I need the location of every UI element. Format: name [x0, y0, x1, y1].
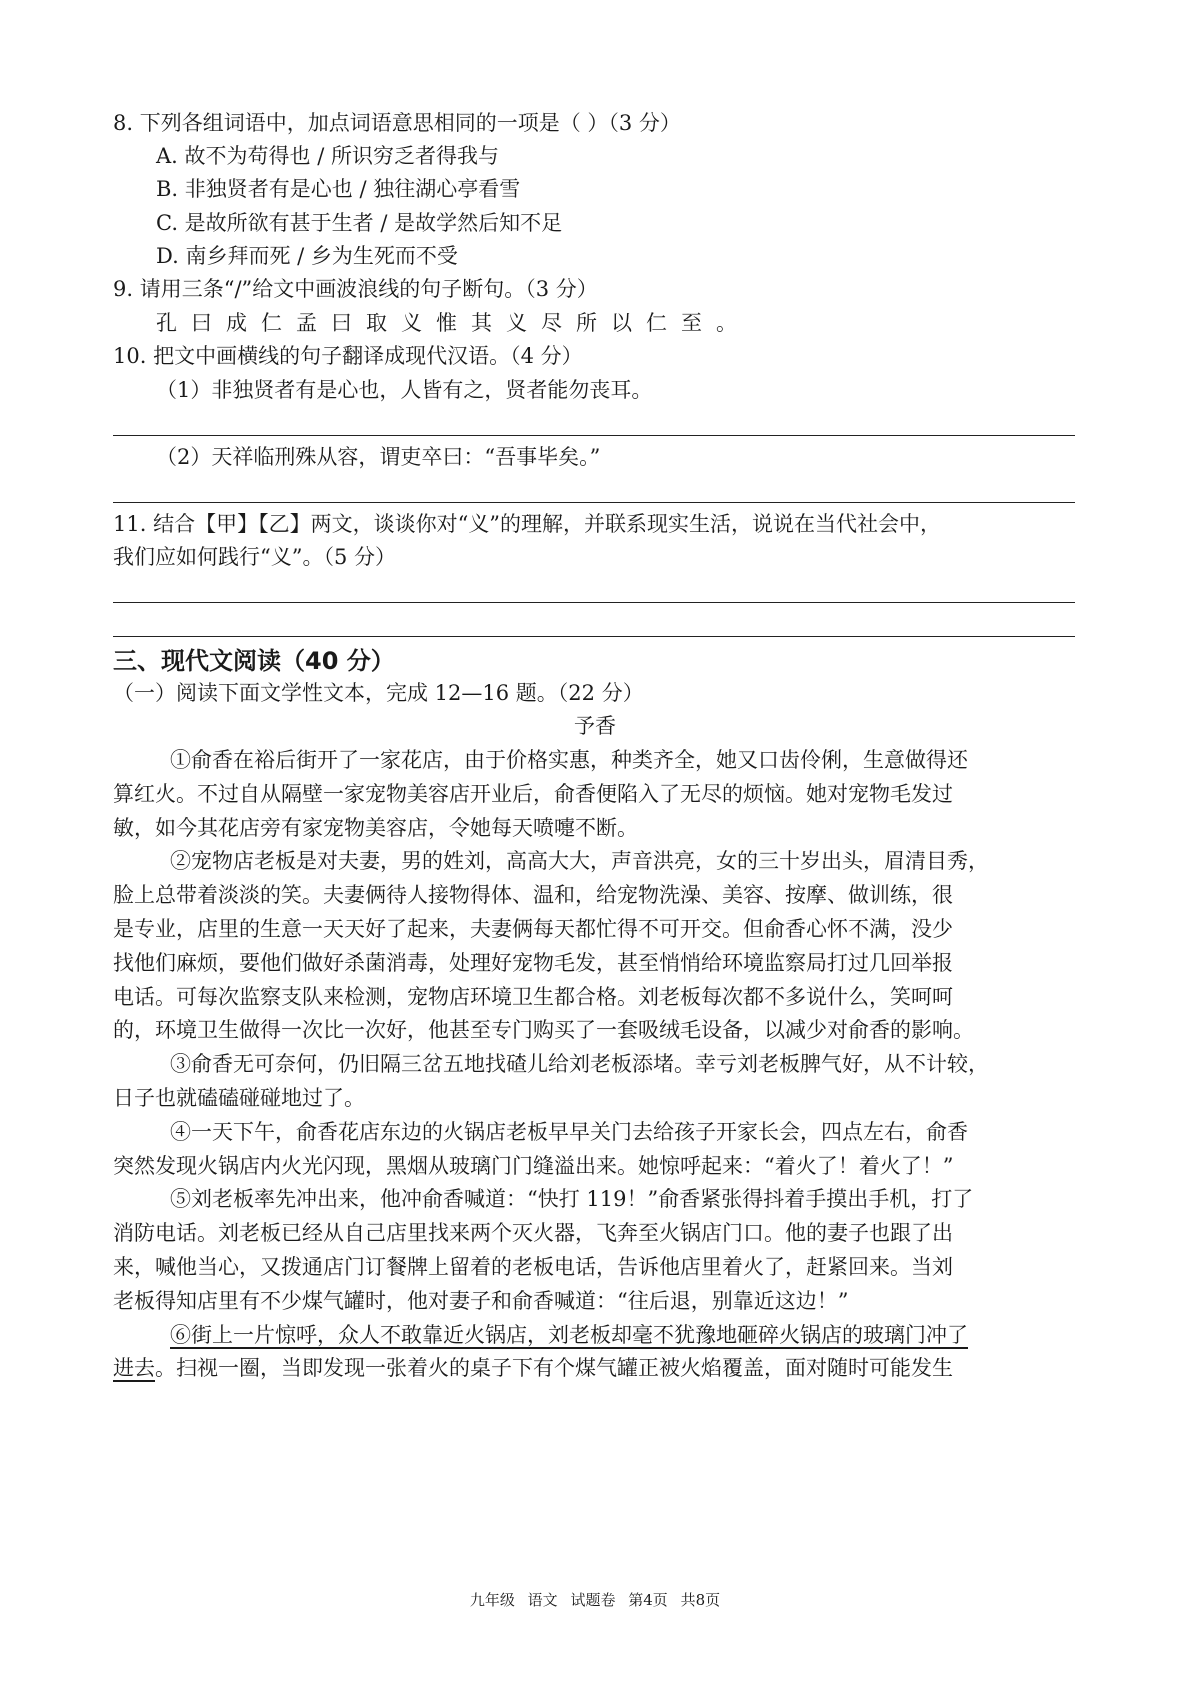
- article-line: 找他们麻烦，要他们做好杀菌消毒，处理好宠物毛发，甚至悄悄给环境监察局打过几回举报: [113, 951, 953, 975]
- article-line: 的，环境卫生做得一次比一次好，他甚至专门购买了一套吸绒毛设备，以减少对俞香的影响。: [113, 1018, 974, 1042]
- article-line: 消防电话。刘老板已经从自己店里找来两个灭火器，飞奔至火锅店门口。他的妻子也跟了出: [113, 1221, 953, 1245]
- q11-stem-line2: 我们应如何践行“义”。（5 分）: [113, 545, 397, 569]
- answer-line-2[interactable]: [113, 502, 1075, 503]
- article-line: 突然发现火锅店内火光闪现，黑烟从玻璃门门缝溢出来。她惊呼起来：“着火了！着火了！”: [113, 1154, 954, 1178]
- article-line: 老板得知店里有不少煤气罐时，他对妻子和俞香喊道：“往后退，别靠近这边！”: [113, 1289, 849, 1313]
- q10-item-2: （2）天祥临刑殊从容，谓吏卒曰：“吾事毕矣。”: [156, 445, 601, 469]
- article-line: ③俞香无可奈何，仍旧隔三岔五地找碴儿给刘老板添堵。幸亏刘老板脾气好，从不计较，: [170, 1052, 989, 1076]
- q9-sentence: 孔曰成仁孟曰取义惟其义尽所以仁至。: [156, 311, 751, 335]
- answer-line-4[interactable]: [113, 636, 1075, 637]
- underlined-text: 进去: [113, 1356, 155, 1380]
- q11-stem-line1: 11. 结合【甲】【乙】两文，谈谈你对“义”的理解，并联系现实生活，说说在当代社会中，: [113, 512, 942, 536]
- answer-line-3[interactable]: [113, 602, 1075, 603]
- footer-grade: 九年级: [469, 1591, 515, 1609]
- q8-option-c: C. 是故所欲有甚于生者 / 是故学然后知不足: [156, 211, 563, 235]
- footer-subject: 语文: [527, 1591, 558, 1609]
- q9-stem: 9. 请用三条“/”给文中画波浪线的句子断句。（3 分）: [113, 277, 598, 301]
- q10-stem: 10. 把文中画横线的句子翻译成现代汉语。（4 分）: [113, 344, 583, 368]
- article-line: 是专业，店里的生意一天天好了起来，夫妻俩每天都忙得不可开交。但俞香心怀不满，没少: [113, 917, 953, 941]
- footer-doc: 试题卷: [570, 1591, 616, 1609]
- q8-option-a: A. 故不为苟得也 / 所识穷乏者得我与: [156, 144, 499, 168]
- article-line: 来，喊他当心，又拨通店门订餐牌上留着的老板电话，告诉他店里着火了，赶紧回来。当刘: [113, 1255, 953, 1279]
- answer-line-1[interactable]: [113, 435, 1075, 436]
- article-line: 脸上总带着淡淡的笑。夫妻俩待人接物得体、温和，给宠物洗澡、美容、按摩、做训练，很: [113, 883, 953, 907]
- article-line: ①俞香在裕后街开了一家花店，由于价格实惠，种类齐全，她又口齿伶俐，生意做得还: [170, 748, 968, 772]
- q8-option-b: B. 非独贤者有是心也 / 独往湖心亭看雪: [156, 177, 521, 201]
- article-line: ⑥街上一片惊呼，众人不敢靠近火锅店，刘老板却毫不犹豫地砸碎火锅店的玻璃门冲了: [170, 1323, 968, 1347]
- article-line: ②宠物店老板是对夫妻，男的姓刘，高高大大，声音洪亮，女的三十岁出头，眉清目秀，: [170, 849, 989, 873]
- q10-item-1: （1）非独贤者有是心也，人皆有之，贤者能勿丧耳。: [156, 378, 653, 402]
- article-line: 日子也就磕磕碰碰地过了。: [113, 1086, 365, 1110]
- page-footer: [0, 1590, 1190, 1610]
- article-line: 电话。可每次监察支队来检测，宠物店环境卫生都合格。刘老板每次都不多说什么，笑呵呵: [113, 985, 953, 1009]
- article-line: ⑤刘老板率先冲出来，他冲俞香喊道：“快打 119！”俞香紧张得抖着手摸出手机，打了: [170, 1187, 974, 1211]
- plain-text: 。扫视一圈，当即发现一张着火的桌子下有个煤气罐正被火焰覆盖，面对随时可能发生: [155, 1356, 953, 1380]
- article-line: [113, 1352, 1073, 1384]
- q8-stem: 8. 下列各组词语中，加点词语意思相同的一项是（ ）（3 分）: [113, 111, 681, 135]
- subsection-title: （一）阅读下面文学性文本，完成 12—16 题。（22 分）: [113, 681, 644, 705]
- footer-total: 共8页: [680, 1591, 721, 1609]
- footer-page: 第4页: [628, 1591, 668, 1609]
- article-line: 算红火。不过自从隔壁一家宠物美容店开业后，俞香便陷入了无尽的烦恼。她对宠物毛发过: [113, 782, 953, 806]
- section-title: 三、现代文阅读（40 分）: [113, 647, 395, 675]
- article-title: 予香: [574, 714, 616, 738]
- article-line: 敏，如今其花店旁有家宠物美容店，令她每天喷嚏不断。: [113, 816, 638, 840]
- q8-option-d: D. 南乡拜而死 / 乡为生死而不受: [156, 244, 458, 268]
- article-line: ④一天下午，俞香花店东边的火锅店老板早早关门去给孩子开家长会，四点左右，俞香: [170, 1120, 968, 1144]
